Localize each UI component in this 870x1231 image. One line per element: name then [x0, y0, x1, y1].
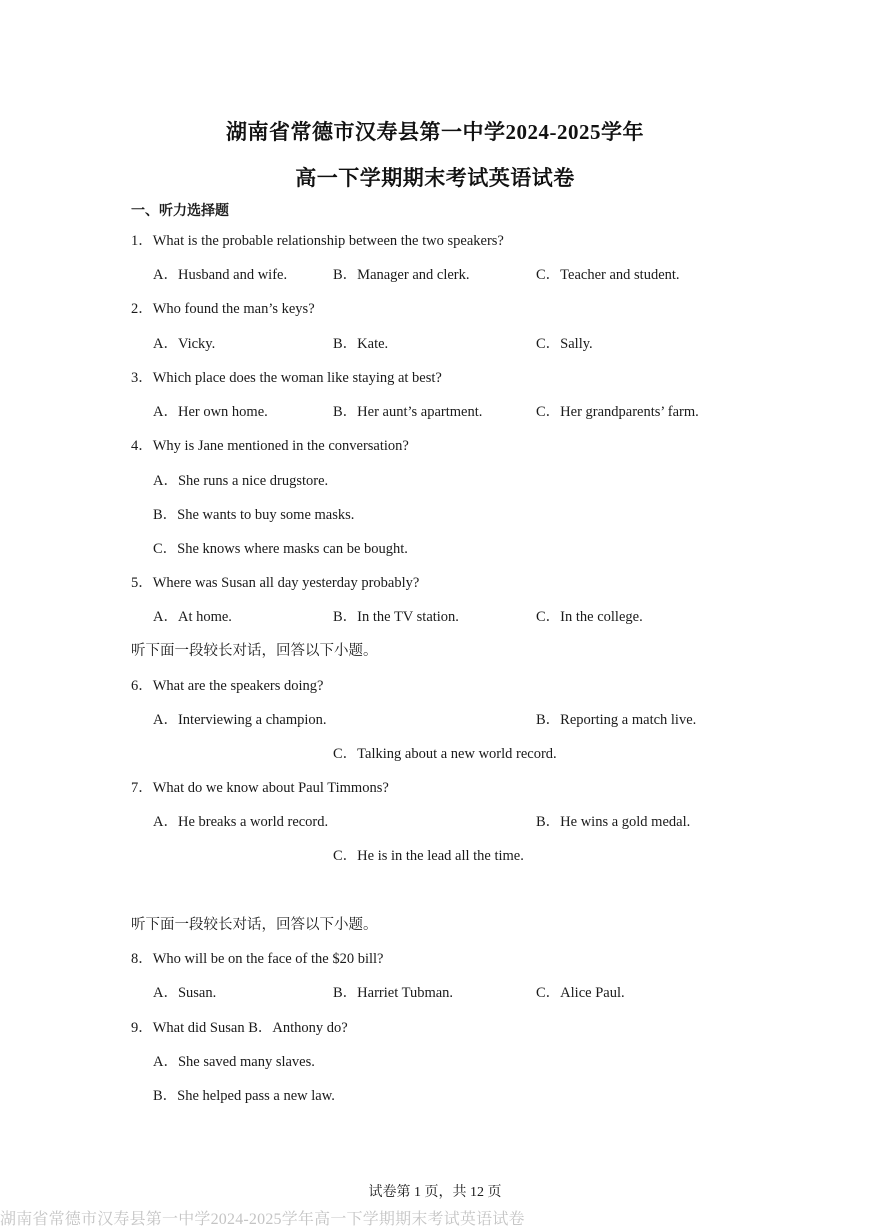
option-2c: C．Sally. — [536, 336, 593, 352]
question-number: 1． — [131, 233, 153, 249]
option-2b: B．Kate. — [333, 336, 389, 352]
option-5b: B．In the TV station. — [333, 609, 459, 625]
question-number: 2． — [131, 301, 153, 317]
exam-title-line2: 高一下学期期末考试英语试卷 — [295, 166, 575, 190]
question-number: 5． — [131, 575, 153, 591]
question-number: 3． — [131, 370, 153, 386]
option-9a: A．She saved many slaves. — [153, 1054, 315, 1070]
option-9b: B．She helped pass a new law. — [153, 1088, 335, 1104]
question-7 — [131, 776, 389, 797]
question-4 — [131, 434, 409, 455]
question-number: 6． — [131, 678, 153, 694]
question-text: Why is Jane mentioned in the conversation? — [152, 438, 409, 454]
page-footer: 试卷第 1 页，共 12 页 — [368, 1185, 502, 1200]
question-1 — [131, 229, 504, 250]
option-5a: A．At home. — [153, 609, 232, 625]
option-4c: C．She knows where masks can be bought. — [153, 541, 408, 557]
long-dialogue-instruction: 听下面一段较长对话，回答以下小题。 — [131, 917, 378, 933]
question-text: Who found the man’s keys? — [152, 301, 315, 317]
question-5 — [131, 571, 419, 592]
option-6a: A．Interviewing a champion. — [153, 712, 327, 728]
option-3b: B．Her aunt’s apartment. — [333, 404, 483, 420]
option-1b: B．Manager and clerk. — [333, 267, 470, 283]
option-1c: C．Teacher and student. — [536, 267, 680, 283]
question-text: What did Susan B．Anthony do? — [152, 1020, 348, 1036]
question-text: What is the probable relationship between the two speakers? — [152, 233, 504, 249]
question-number: 8． — [131, 951, 153, 967]
option-6c: C．Talking about a new world record. — [333, 746, 557, 762]
option-7c: C．He is in the lead all the time. — [333, 848, 524, 864]
question-number: 7． — [131, 780, 153, 796]
question-number: 4． — [131, 438, 153, 454]
option-3a: A．Her own home. — [153, 404, 268, 420]
option-4b: B．She wants to buy some masks. — [153, 507, 355, 523]
question-text: Where was Susan all day yesterday probably? — [152, 575, 420, 591]
option-1a: A．Husband and wife. — [153, 267, 288, 283]
option-4a: A．She runs a nice drugstore. — [153, 473, 329, 489]
option-8b: B．Harriet Tubman. — [333, 985, 454, 1001]
section-heading: 一、听力选择题 — [131, 204, 229, 219]
question-text: What do we know about Paul Timmons? — [152, 780, 389, 796]
option-2a: A．Vicky. — [153, 336, 216, 352]
question-8 — [131, 947, 383, 968]
question-text: Who will be on the face of the $20 bill? — [152, 951, 384, 967]
option-6b: B．Reporting a match live. — [536, 712, 697, 728]
question-3 — [131, 366, 442, 387]
watermark-text: 湖南省常德市汉寿县第一中学2024-2025学年高一下学期期末考试英语试卷 — [0, 1211, 525, 1228]
question-9 — [131, 1016, 348, 1037]
option-7a: A．He breaks a world record. — [153, 814, 329, 830]
option-8c: C．Alice Paul. — [536, 985, 625, 1001]
question-text: What are the speakers doing? — [152, 678, 324, 694]
exam-title-line1: 湖南省常德市汉寿县第一中学2024-2025学年 — [226, 120, 644, 144]
long-dialogue-instruction: 听下面一段较长对话，回答以下小题。 — [131, 643, 378, 659]
question-2 — [131, 297, 315, 318]
option-3c: C．Her grandparents’ farm. — [536, 404, 699, 420]
question-number: 9． — [131, 1020, 153, 1036]
option-5c: C．In the college. — [536, 609, 643, 625]
question-6 — [131, 674, 323, 695]
option-8a: A．Susan. — [153, 985, 217, 1001]
option-7b: B．He wins a gold medal. — [536, 814, 691, 830]
question-text: Which place does the woman like staying at best? — [152, 370, 442, 386]
